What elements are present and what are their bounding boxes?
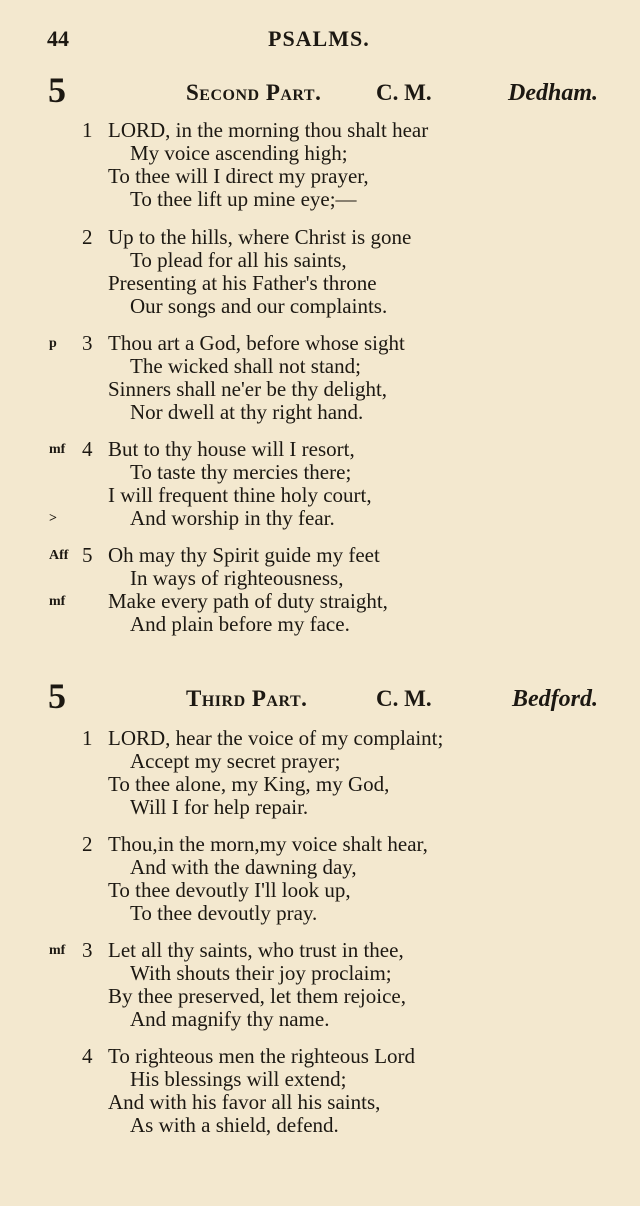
- line-text: To thee will I direct my prayer,: [108, 164, 369, 188]
- line-text: To righteous men the righteous Lord: [108, 1044, 416, 1068]
- verse-line: [0, 796, 640, 819]
- verse-line: [0, 750, 640, 773]
- line-text: His blessings will extend;: [130, 1067, 347, 1091]
- stanza-number: 3: [82, 938, 93, 962]
- stanza: [0, 119, 640, 211]
- verse-line: [0, 165, 640, 188]
- line-text: But to thy house will I resort,: [108, 437, 355, 461]
- verse-line: [0, 727, 640, 750]
- verse-line: [0, 119, 640, 142]
- verse-line: [0, 272, 640, 295]
- verse-line: [0, 567, 640, 590]
- psalm-number: 5: [48, 676, 66, 716]
- verse-line: [0, 1045, 640, 1068]
- part-title: Second Part.: [186, 80, 322, 105]
- stanza: [0, 226, 640, 318]
- verse-line: [0, 461, 640, 484]
- line-text: To thee alone, my King, my God,: [108, 772, 390, 796]
- stanza: [0, 544, 640, 636]
- verse-line: [0, 833, 640, 856]
- verse-line: [0, 544, 640, 567]
- dynamic-mark: mf: [49, 442, 66, 457]
- line-text: To thee devoutly pray.: [130, 901, 318, 925]
- line-text: Up to the hills, where Christ is gone: [108, 225, 412, 249]
- verse-line: [0, 1068, 640, 1091]
- stanza-number: 4: [82, 1044, 93, 1068]
- verse-line: [0, 773, 640, 796]
- stanza: [0, 332, 640, 424]
- line-text: And worship in thy fear.: [130, 506, 335, 530]
- stanza: [0, 727, 640, 819]
- line-text: With shouts their joy proclaim;: [130, 961, 392, 985]
- line-text: Our songs and our complaints.: [130, 294, 388, 318]
- verse-line: [0, 613, 640, 636]
- line-text: LORD, hear the voice of my complaint;: [108, 726, 444, 750]
- line-text: Make every path of duty straight,: [108, 589, 388, 613]
- verse-line: [0, 295, 640, 318]
- verse-line: [0, 1008, 640, 1031]
- verse-line: [0, 879, 640, 902]
- line-text: And with the dawning day,: [130, 855, 357, 879]
- verse-line: [0, 401, 640, 424]
- stanza-number: 2: [82, 225, 93, 249]
- stanza-number: 5: [82, 543, 93, 567]
- line-text: Let all thy saints, who trust in thee,: [108, 938, 404, 962]
- running-head: PSALMS.: [268, 26, 370, 51]
- dynamic-mark: mf: [49, 594, 66, 609]
- line-text: In ways of righteousness,: [130, 566, 344, 590]
- line-text: Presenting at his Father's throne: [108, 271, 377, 295]
- line-text: The wicked shall not stand;: [130, 354, 361, 378]
- verse-line: [0, 332, 640, 355]
- verse-line: [0, 590, 640, 613]
- stanza-number: 1: [82, 726, 93, 750]
- stanza-number: 1: [82, 118, 93, 142]
- line-text: And plain before my face.: [130, 612, 350, 636]
- verse-line: [0, 1114, 640, 1137]
- page-number: 44: [47, 26, 69, 51]
- line-text: LORD, in the morning thou shalt hear: [108, 118, 429, 142]
- tune-name: Bedford.: [512, 686, 598, 712]
- verse-line: [0, 484, 640, 507]
- stanza: [0, 939, 640, 1031]
- psalm-number: 5: [48, 70, 66, 110]
- verse-line: [0, 378, 640, 401]
- line-text: Will I for help repair.: [130, 795, 309, 819]
- line-text: Thou art a God, before whose sight: [108, 331, 405, 355]
- verse-line: [0, 355, 640, 378]
- verse-line: [0, 249, 640, 272]
- tune-name: Dedham.: [508, 80, 598, 106]
- dynamic-mark: Aff: [49, 548, 69, 563]
- line-text: To thee devoutly I'll look up,: [108, 878, 351, 902]
- meter: C. M.: [376, 80, 432, 105]
- stanza: [0, 1045, 640, 1137]
- line-text: Sinners shall ne'er be thy delight,: [108, 377, 388, 401]
- line-text: As with a shield, defend.: [130, 1113, 339, 1137]
- line-text: I will frequent thine holy court,: [108, 483, 372, 507]
- dynamic-mark: >: [49, 511, 57, 526]
- stanza-number: 4: [82, 437, 93, 461]
- line-text: To plead for all his saints,: [130, 248, 347, 272]
- verse-line: [0, 188, 640, 211]
- line-text: And magnify thy name.: [130, 1007, 330, 1031]
- verse-line: [0, 985, 640, 1008]
- line-text: To taste thy mercies there;: [130, 460, 352, 484]
- line-text: Nor dwell at thy right hand.: [130, 400, 364, 424]
- verse-line: [0, 226, 640, 249]
- line-text: Thou,in the morn,my voice shalt hear,: [108, 832, 428, 856]
- line-text: Oh may thy Spirit guide my feet: [108, 543, 380, 567]
- part-title: Third Part.: [186, 686, 308, 711]
- verse-line: [0, 142, 640, 165]
- verse-line: [0, 1091, 640, 1114]
- stanza: [0, 833, 640, 925]
- line-text: Accept my secret prayer;: [130, 749, 341, 773]
- verse-line: [0, 438, 640, 461]
- line-text: My voice ascending high;: [130, 141, 348, 165]
- line-text: By thee preserved, let them rejoice,: [108, 984, 406, 1008]
- dynamic-mark: mf: [49, 943, 66, 958]
- line-text: To thee lift up mine eye;—: [130, 187, 357, 211]
- stanza-number: 3: [82, 331, 93, 355]
- stanza: [0, 438, 640, 530]
- dynamic-mark: p: [49, 336, 57, 351]
- verse-line: [0, 507, 640, 530]
- stanza-number: 2: [82, 832, 93, 856]
- verse-line: [0, 939, 640, 962]
- meter: C. M.: [376, 686, 432, 711]
- line-text: And with his favor all his saints,: [108, 1090, 381, 1114]
- verse-line: [0, 902, 640, 925]
- verse-line: [0, 962, 640, 985]
- verse-line: [0, 856, 640, 879]
